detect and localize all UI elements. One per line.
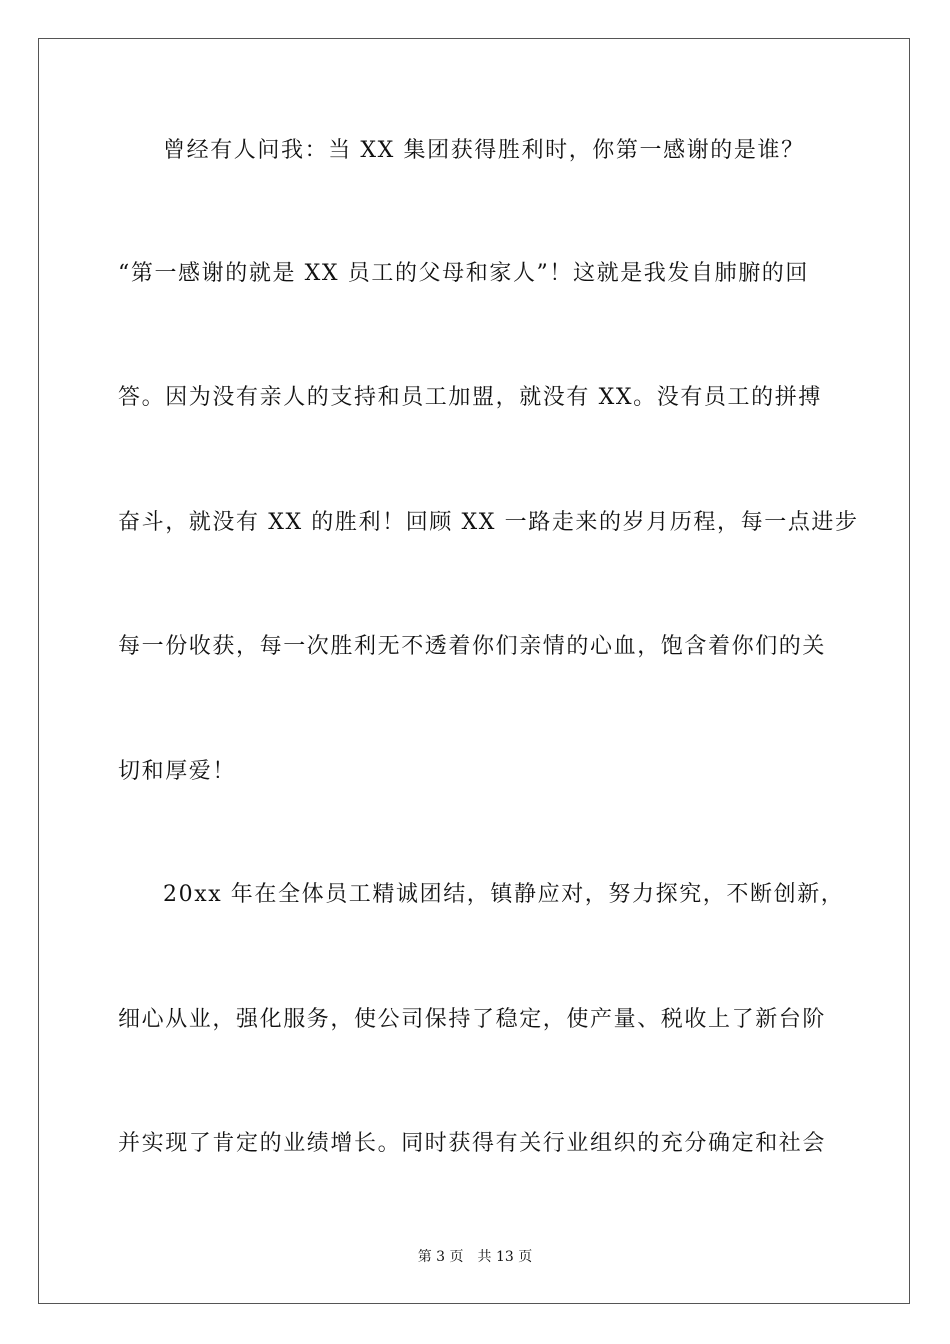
- paragraph-line-5: 每一份收获，每一次胜利无不透着你们亲情的心血，饱含着你们的关: [118, 634, 827, 659]
- page-number-footer: 第 3 页 共 13 页: [417, 1249, 533, 1265]
- paragraph-line-8: 细心从业，强化服务，使公司保持了稳定，使产量、税收上了新台阶: [118, 1007, 827, 1032]
- page-border: [38, 38, 910, 1304]
- paragraph-line-1: 曾经有人问我：当 XX 集团获得胜利时，你第一感谢的是谁？: [163, 138, 805, 163]
- paragraph-line-3: 答。因为没有亲人的支持和员工加盟，就没有 XX。没有员工的拼搏: [118, 385, 822, 410]
- paragraph-line-2: “第一感谢的就是 XX 员工的父母和家人”！这就是我发自肺腑的回: [118, 261, 810, 286]
- paragraph-line-7: 20xx 年在全体员工精诚团结，镇静应对，努力探究，不断创新，: [163, 882, 845, 907]
- paragraph-line-4: 奋斗，就没有 XX 的胜利！回顾 XX 一路走来的岁月历程，每一点进步: [118, 510, 859, 535]
- paragraph-line-6: 切和厚爱！: [118, 759, 237, 784]
- paragraph-line-9: 并实现了肯定的业绩增长。同时获得有关行业组织的充分确定和社会: [118, 1131, 827, 1156]
